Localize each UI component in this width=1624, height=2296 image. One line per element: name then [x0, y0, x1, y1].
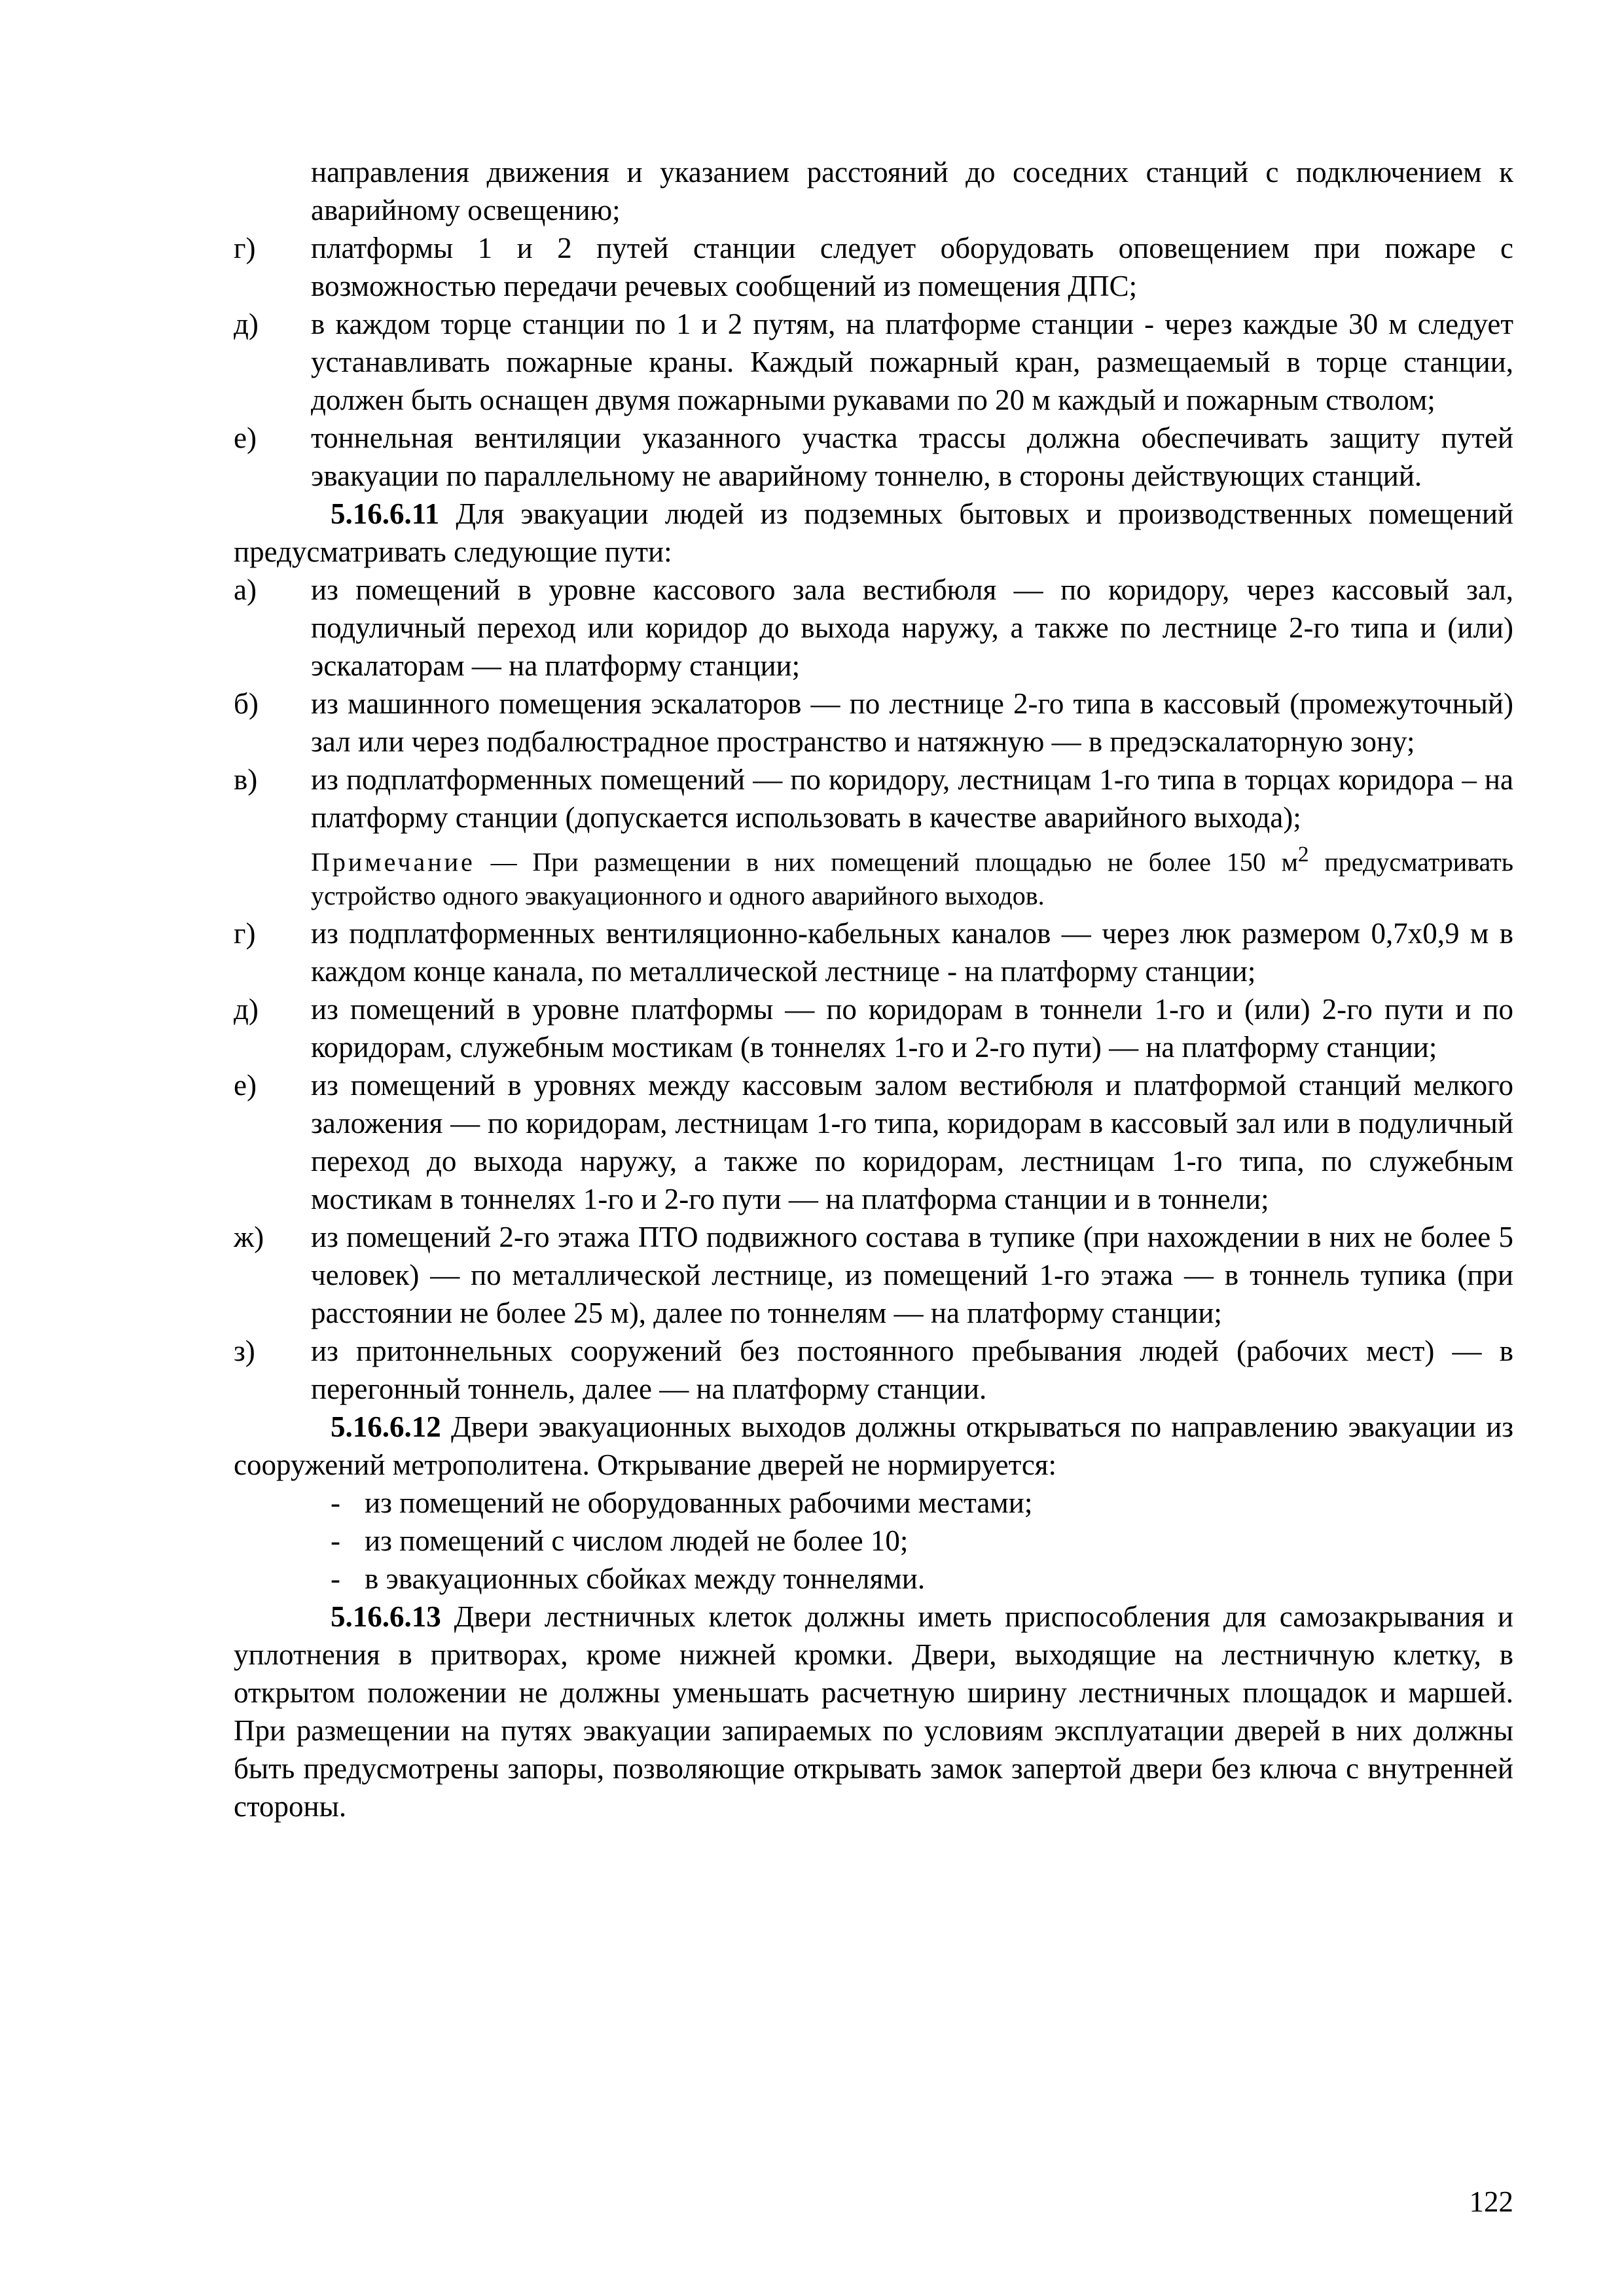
list-text: из машинного помещения эскалаторов — по лестнице 2-го типа в кассовый (промежуточный) зал или через подбалюстрадное пространство и натяжную — в предэскалаторную зону;: [311, 687, 1513, 758]
list-text: из помещений 2-го этажа ПТО подвижного состава в тупике (при нахождении в них не более 5 человек) — по металлической лестнице, из помещений 1-го этажа — в тоннель тупика (при расстоянии не более 25 м), далее по тоннелям — на платформу станции;: [311, 1221, 1513, 1330]
list-text: из подплатформенных вентиляционно-кабельных каналов — через люк размером 0,7х0,9 м в каждом конце канала, по металлической лестнице - на платформу станции;: [311, 917, 1513, 988]
list-marker: г): [234, 232, 256, 264]
dash-item: [234, 1560, 1513, 1598]
list-marker: в): [234, 763, 258, 796]
list-item: [234, 990, 1513, 1066]
note: [234, 838, 1513, 913]
list-item: [234, 914, 1513, 990]
list-marker: г): [234, 917, 256, 950]
list-marker: е): [234, 1069, 257, 1102]
dash-marker: -: [331, 1486, 340, 1520]
dash-marker: -: [331, 1562, 340, 1596]
section-5-16-6-13: [234, 1598, 1513, 1825]
text-column: [234, 153, 1513, 1825]
list-marker: д): [234, 308, 259, 340]
page-number: 122: [1469, 2185, 1513, 2218]
list-marker: д): [234, 993, 259, 1026]
note-text: — При размещении в них помещений площадью не более 150 м: [475, 847, 1298, 877]
list-text: из подплатформенных помещений — по коридору, лестницам 1-го типа в торцах коридора – на платформу станции (допускается использовать в качестве аварийного выхода);: [311, 763, 1513, 834]
section-text: Двери лестничных клеток должны иметь приспособления для самозакрывания и уплотнения в притворах, кроме нижней кромки. Двери, выходящие на лестничную клетку, в открытом положении не должны уменьшать расчетную ширину лестничных площадок и маршей. При размещении на путях эвакуации запираемых по условиям эксплуатации дверей в них должны быть предусмотрены запоры, позволяющие открывать замок запертой двери без ключа с внутренней стороны.: [234, 1600, 1513, 1823]
list-item: [234, 571, 1513, 685]
continued-text: направления движения и указанием расстояний до соседних станций с подключением к аварийному освещению;: [311, 156, 1513, 226]
list-text: из помещений в уровнях между кассовым залом вестибюля и платформой станций мелкого заложения — по коридорам, лестницам 1-го типа, коридорам в кассовый зал или в подуличный переход до выхода наружу, а также по коридорам, лестницам 1-го типа, по служебным мостикам в тоннелях 1-го и 2-го пути — на платформа станции и в тоннели;: [311, 1069, 1513, 1216]
list-item: [234, 1218, 1513, 1332]
list-text: из притоннельных сооружений без постоянного пребывания людей (рабочих мест) — в перегонный тоннель, далее — на платформу станции.: [311, 1335, 1513, 1406]
list-item: [234, 1332, 1513, 1408]
section-number: 5.16.6.12: [331, 1410, 441, 1444]
section-text: Двери эвакуационных выходов должны открываться по направлению эвакуации из сооружений метрополитена. Открывание дверей не нормируется:: [234, 1410, 1513, 1482]
section-number: 5.16.6.13: [331, 1600, 441, 1634]
section-5-16-6-12: [234, 1408, 1513, 1484]
list-item: [234, 305, 1513, 419]
note-superscript: 2: [1297, 842, 1309, 867]
list-item: [234, 229, 1513, 305]
list-marker: а): [234, 573, 257, 606]
list-item: [234, 761, 1513, 836]
list-text: из помещений в уровне кассового зала вестибюля — по коридору, через кассовый зал, подуличный переход или коридор до выхода наружу, а также по лестнице 2-го типа и (или) эскалаторам — на платформу станции;: [311, 573, 1513, 682]
dash-marker: -: [331, 1524, 340, 1558]
list-text: в каждом торце станции по 1 и 2 путям, на платформе станции - через каждые 30 м следует устанавливать пожарные краны. Каждый пожарный кран, размещаемый в торце станции, должен быть оснащен двумя пожарными рукавами по 20 м каждый и пожарным стволом;: [311, 308, 1513, 416]
note-text-continued: предусматривать устройство одного эвакуационного и одного аварийного выходов.: [311, 847, 1513, 911]
list-marker: ж): [234, 1221, 264, 1254]
list-marker: е): [234, 422, 257, 454]
list-text: из помещений в уровне платформы — по коридорам в тоннели 1-го и (или) 2-го пути и по коридорам, служебным мостикам (в тоннелях 1-го и 2-го пути) — на платформу станции;: [311, 993, 1513, 1064]
dash-text: из помещений не оборудованных рабочими местами;: [365, 1486, 1033, 1520]
list-marker: з): [234, 1335, 255, 1368]
section-number: 5.16.6.11: [331, 497, 440, 530]
list-marker: б): [234, 687, 259, 720]
dash-item: [234, 1484, 1513, 1522]
list-text: тоннельная вентиляции указанного участка трассы должна обеспечивать защиту путей эвакуации по параллельному не аварийному тоннелю, в стороны действующих станций.: [311, 422, 1513, 492]
dash-item: [234, 1522, 1513, 1560]
dash-text: в эвакуационных сбойках между тоннелями.: [365, 1562, 926, 1596]
list-item: [234, 1066, 1513, 1218]
section-5-16-6-11: [234, 495, 1513, 571]
dash-text: из помещений с числом людей не более 10;: [365, 1524, 909, 1558]
note-label: Примечание: [311, 847, 475, 877]
list-item: [234, 685, 1513, 761]
list-item: [234, 419, 1513, 495]
section-text: Для эвакуации людей из подземных бытовых и производственных помещений предусматривать следующие пути:: [234, 497, 1513, 568]
list-text: платформы 1 и 2 путей станции следует оборудовать оповещением при пожаре с возможностью передачи речевых сообщений из помещения ДПС;: [311, 232, 1513, 302]
